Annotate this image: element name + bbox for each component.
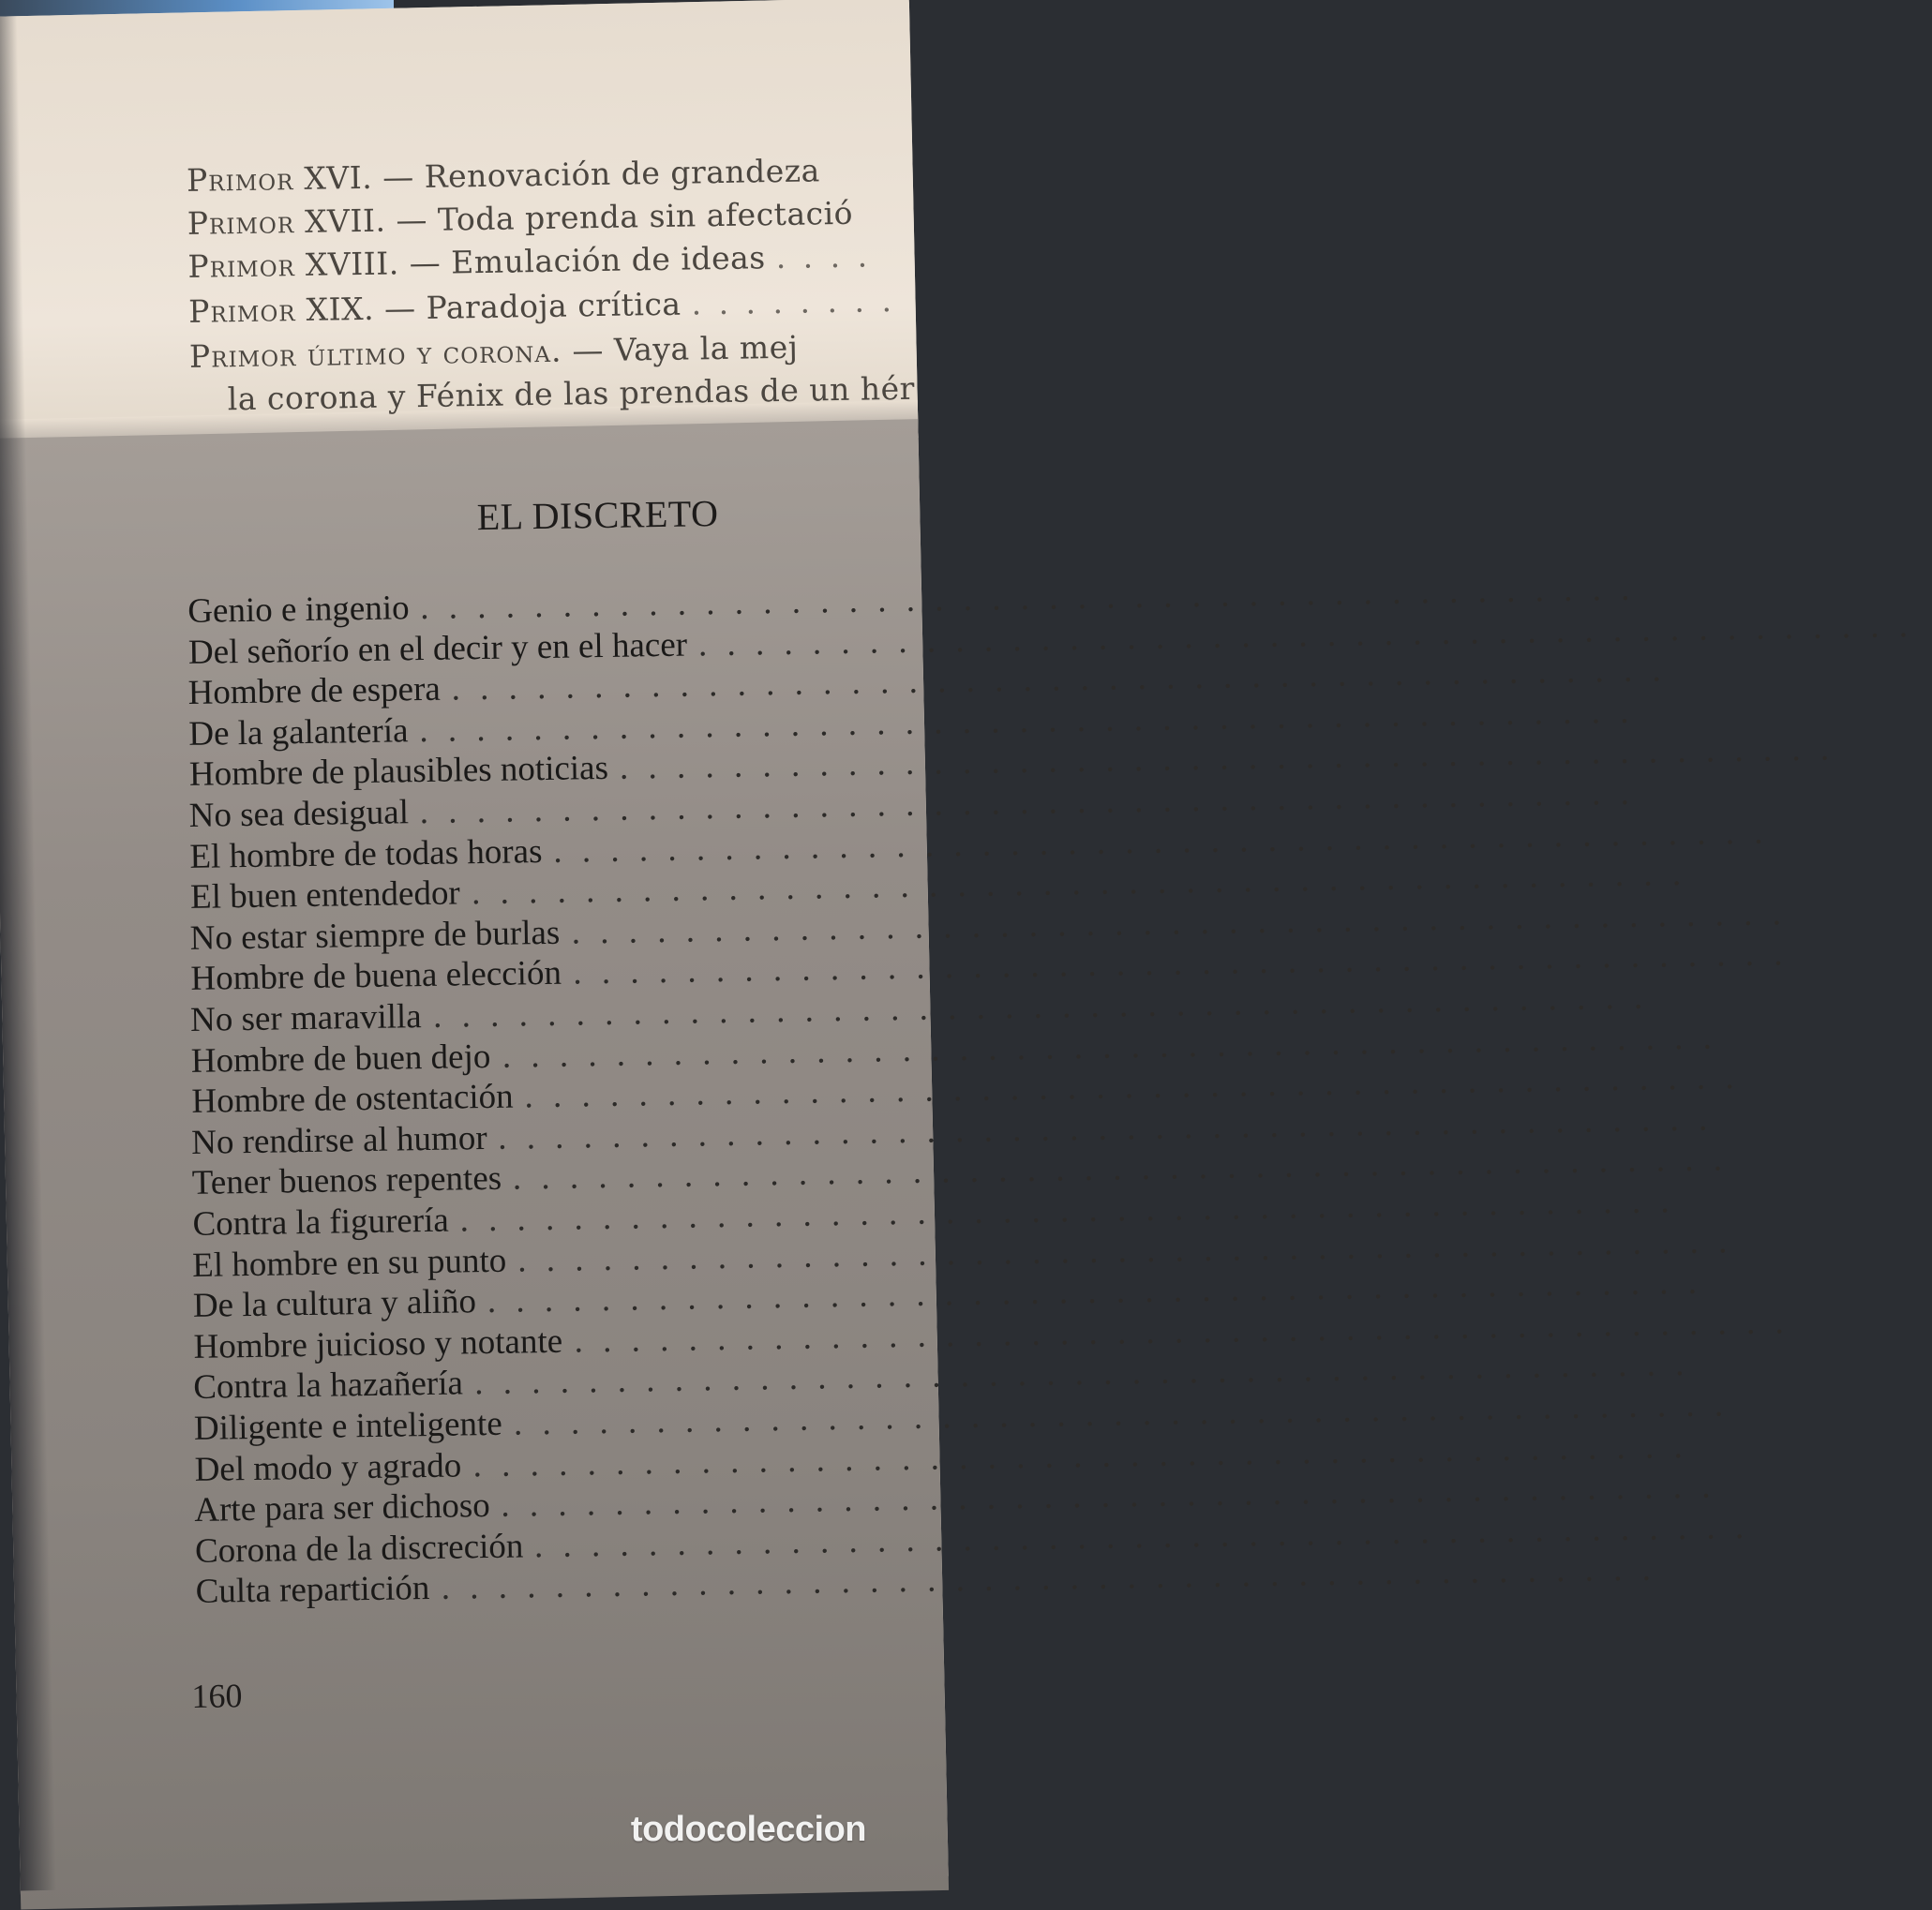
primor-number: XVI. <box>304 158 373 197</box>
toc-entry-title: No ser maravilla <box>189 997 422 1039</box>
toc-entry-leader: . . . . . . . . . . . . . . . . . . . . . . . . . . . . . . . . . . . . . . . . . . . <box>619 729 1835 788</box>
toc-entry-title: Corona de la discreción <box>194 1527 524 1571</box>
primor-title: — Renovación de grandeza <box>382 152 821 196</box>
toc-entry-title: Tener buenos repentes <box>191 1159 502 1203</box>
page-number: 160 <box>191 1677 243 1716</box>
section-heading: EL DISCRETO <box>476 492 719 539</box>
primor-number: XVIII. <box>305 245 400 283</box>
primor-title: — Emulación de ideas <box>409 239 766 282</box>
toc-entry-title: Hombre de ostentación <box>191 1077 514 1122</box>
toc-entry-title: Del señorío en el decir y en el hacer <box>187 625 688 672</box>
toc-entry-title: El hombre de todas horas <box>189 831 543 876</box>
primor-line-1 <box>187 152 820 199</box>
toc-entry-leader: . . . . . . . . . . . . . . . . . . . . . . . . . . . . . . . . . . . . . . . . . . . <box>459 1182 1675 1240</box>
toc-entry-title: Hombre de plausibles noticias <box>188 749 609 795</box>
toc-entry-leader: . . . . . . . . . . . . . . . . . . . . . . . . . . . . . . . . . . . . . . . . . . . <box>697 605 1914 664</box>
toc-entry-leader: . . . . . . . . . . . . . . . . . . . . . . . . . . . . . . . . . . . . . . . . . . . <box>418 692 1635 750</box>
toc-entry-leader: . . . . . . . . . . . . . . . . . . . . . . . . . . . . . . . . . . . . . . . . . . . <box>451 650 1668 709</box>
toc-entry-leader: . . . . . . . . . . . . . . . . . . . . . . . . . . . . . . . . . . . . . . . . . . . <box>571 893 1788 952</box>
toc-entry-title: Culta repartición <box>195 1569 430 1612</box>
toc-entry-title: De la galantería <box>188 711 409 754</box>
toc-entry-leader: . . . . . . . . . . . . . . . . . . . . . . . . . . . . . . . . . . . . . . . . . . . <box>533 1507 1750 1566</box>
toc-entry-leader: . . . . . . . . . . . . . . . . . . . . . . . . . . . . . . . . . . . . . . . . . . . <box>517 1221 1733 1280</box>
primor-title: — Toda prenda sin afectació <box>396 194 854 239</box>
primor-line-2 <box>187 195 853 242</box>
toc-entry-title: Hombre de buen dejo <box>190 1037 491 1081</box>
watermark-logo: todocoleccion <box>630 1810 866 1849</box>
primor-line-5 <box>189 329 799 375</box>
toc-entry-leader: . . . . . . . . . . . . . . . . . . . . . . . . . . . . . . . . . . . . . . . . . . . <box>502 1017 1718 1076</box>
toc-entry-leader: . . . . . . . . . . . . . . . . . . . . . . . . . . . . . . . . . . . . . . . . . . . <box>419 773 1636 832</box>
toc-entry-title: No estar siempre de burlas <box>189 913 561 958</box>
toc-entry-title: Del modo y agrado <box>194 1446 462 1489</box>
primor-number: XVII. <box>304 201 386 240</box>
toc-entry-leader: . . . . . . . . . . . . . . . . . . . . . . . . . . . . . . . . . . . . . . . . . . . <box>512 1140 1729 1198</box>
toc-entry-title: Genio e ingenio <box>187 589 410 631</box>
toc-entry-leader: . . . . . . . . . . . . . . . . . . . . . . . . . . . . . . . . . . . . . . . . . . . <box>419 569 1636 628</box>
toc-entry-title: Hombre de buena elección <box>190 954 562 999</box>
toc-entry-leader: . . . . . . . . . . . . . . . . . . . . . . . . . . . . . . . . . . . . . . . . . . . <box>513 1385 1730 1443</box>
primor-continuation: la corona y Fénix de las prendas de un hér <box>227 369 916 418</box>
toc-entry-leader: . . . . . . . . . . . . . . . . . . . . . . . . . . . . . . . . . . . . . . . . . . . <box>573 934 1789 992</box>
toc-entry-title: El buen entendedor <box>189 873 461 918</box>
toc-entry-title: Hombre de espera <box>187 669 442 713</box>
toc-entry-title: Arte para ser dichoso <box>194 1486 491 1530</box>
toc-entry-title: De la cultura y aliño <box>192 1282 477 1326</box>
toc-entry-title: No sea desigual <box>188 793 410 835</box>
toc-entry-leader: . . . . . . . . . . . . . . . . . . . . . . . . . . . . . . . . . . . . . . . . . . . <box>441 1549 1657 1608</box>
toc-entry-leader: . . . . . . . . . . . . . . . . . . . . . . . . . . . . . . . . . . . . . . . . . . . <box>497 1099 1714 1157</box>
toc-entry-title: Hombre juicioso y notante <box>193 1321 563 1366</box>
toc-entry-leader: . . . . . . . . . . . . . . . . . . . . . . . . . . . . . . . . . . . . . . . . . . . <box>500 1467 1716 1525</box>
toc-entry-leader: . . . . . . . . . . . . . . . . . . . . . . . . . . . . . . . . . . . . . . . . . . . <box>553 813 1769 871</box>
primor-title: — Paradoja crítica <box>383 285 681 327</box>
toc-entry-leader: . . . . . . . . . . . . . . . . . . . . . . . . . . . . . . . . . . . . . . . . . . . <box>487 1262 1703 1321</box>
toc-entry-title: El hombre en su punto <box>191 1241 507 1285</box>
toc-entry-leader: . . . . . . . . . . . . . . . . . . . . . . . . . . . . . . . . . . . . . . . . . . . <box>472 1426 1689 1485</box>
primor-number: XIX. <box>306 290 375 328</box>
primor-title: — Vaya la mej <box>572 328 799 369</box>
primor-label: Primor último y corona. <box>188 332 562 375</box>
toc-entry-leader: . . . . . . . . . . . . . . . . . . . . . . . . . . . . . . . . . . . . . . . . . . . <box>574 1302 1790 1361</box>
primor-line-3 <box>187 237 871 284</box>
toc-entry-title: Contra la figurería <box>192 1201 450 1244</box>
primor-leader: . . . . . . . . <box>691 282 896 322</box>
primor-leader: . . . . <box>775 237 872 276</box>
primor-label: Primor <box>187 246 296 285</box>
primor-line-4 <box>188 282 895 330</box>
toc-entry-leader: . . . . . . . . . . . . . . . . . . . . . . . . . . . . . . . . . . . . . . . . . . . <box>471 855 1687 913</box>
primor-label: Primor <box>186 160 294 199</box>
toc-entry-leader: . . . . . . . . . . . . . . . . . . . . . . . . . . . . . . . . . . . . . . . . . . . <box>524 1058 1740 1116</box>
toc-entry-leader: . . . . . . . . . . . . . . . . . . . . . . . . . . . . . . . . . . . . . . . . . . . <box>473 1345 1690 1403</box>
toc-entry-title: Contra la hazañería <box>192 1364 464 1408</box>
toc-entry-title: Diligente e inteligente <box>193 1404 503 1448</box>
toc-entry-leader: . . . . . . . . . . . . . . . . . . . . . . . . . . . . . . . . . . . . . . . . . . . <box>432 977 1649 1036</box>
primor-label: Primor <box>187 291 296 330</box>
toc-entry-title: No rendirse al humor <box>190 1118 487 1162</box>
primor-label: Primor <box>187 203 295 242</box>
